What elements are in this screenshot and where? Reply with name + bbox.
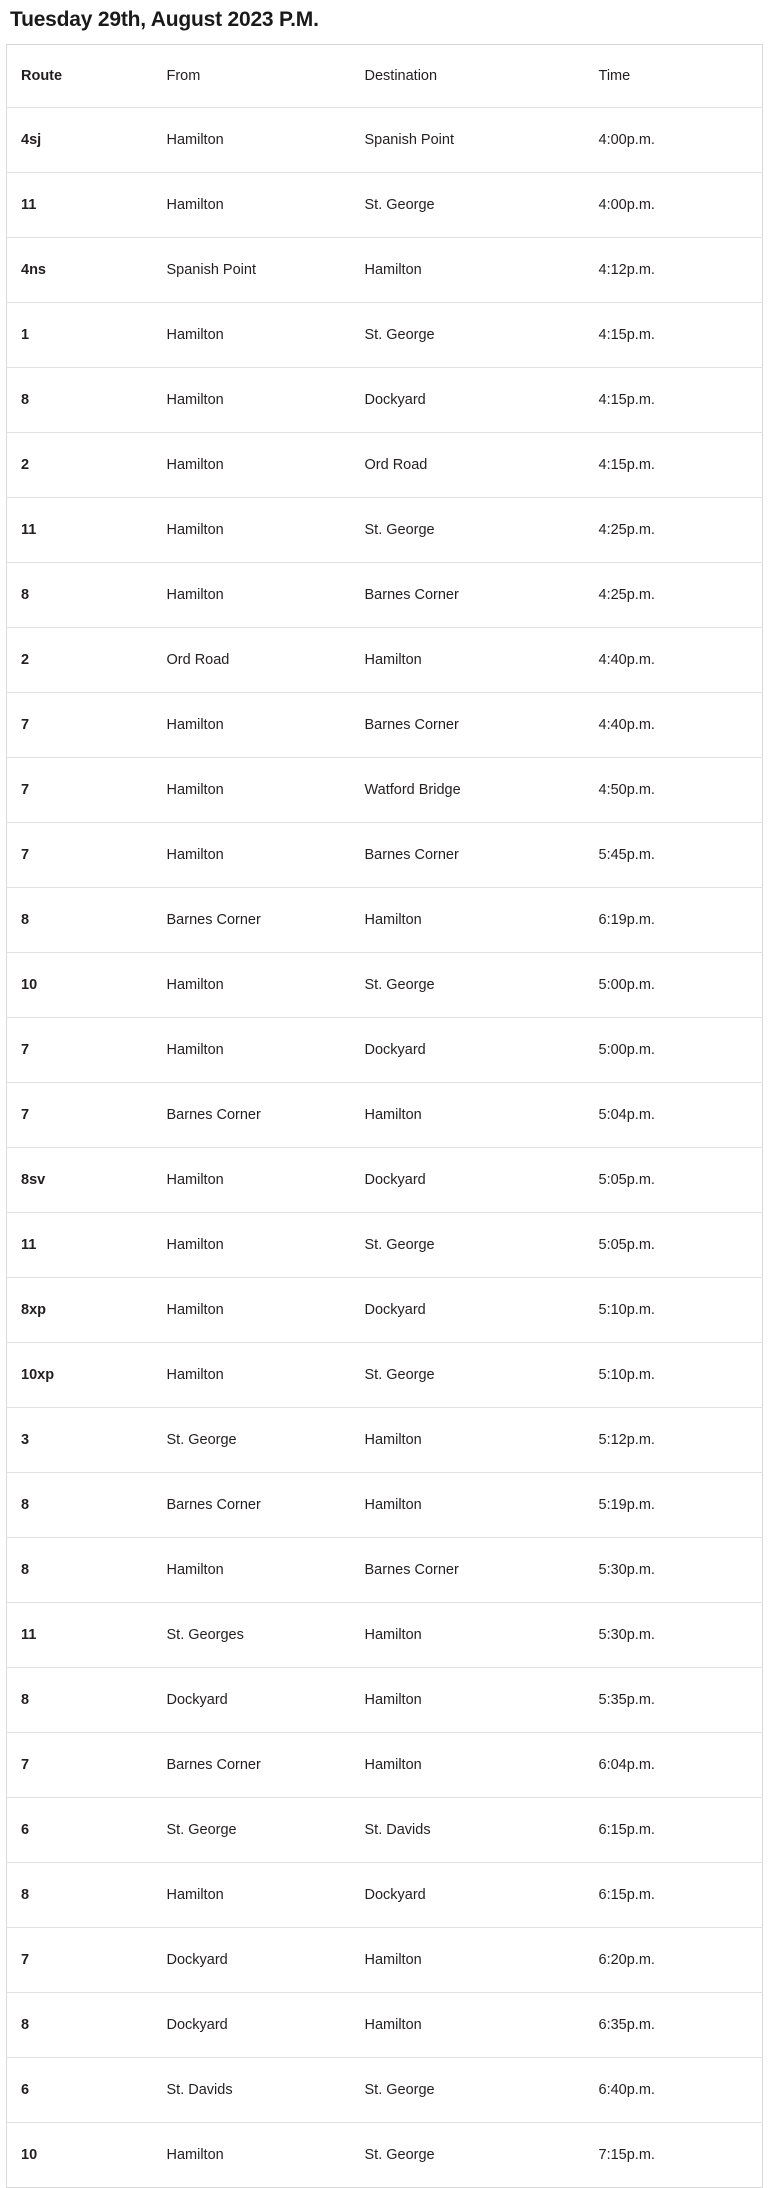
cell-route: 11 xyxy=(7,1213,153,1278)
cell-destination: St. George xyxy=(351,173,585,238)
cell-route: 4ns xyxy=(7,238,153,303)
column-header-route: Route xyxy=(7,45,153,108)
cell-destination: Watford Bridge xyxy=(351,758,585,823)
cell-from: Hamilton xyxy=(153,1278,351,1343)
cell-from: Spanish Point xyxy=(153,238,351,303)
cell-time: 6:35p.m. xyxy=(585,1993,763,2058)
cell-route: 11 xyxy=(7,498,153,563)
cell-time: 5:10p.m. xyxy=(585,1343,763,1408)
table-row xyxy=(7,173,763,238)
cell-from: Hamilton xyxy=(153,563,351,628)
table-row xyxy=(7,563,763,628)
cell-time: 5:00p.m. xyxy=(585,953,763,1018)
table-row xyxy=(7,433,763,498)
cell-destination: St. George xyxy=(351,1213,585,1278)
cell-route: 8 xyxy=(7,563,153,628)
table-row xyxy=(7,1278,763,1343)
cell-from: Hamilton xyxy=(153,1213,351,1278)
cell-route: 8 xyxy=(7,1993,153,2058)
cell-destination: St. George xyxy=(351,498,585,563)
column-header-destination: Destination xyxy=(351,45,585,108)
cell-time: 4:40p.m. xyxy=(585,628,763,693)
cell-time: 7:15p.m. xyxy=(598,2147,655,2163)
cell-destination: St. George xyxy=(351,303,585,368)
cell-destination: St. George xyxy=(364,2147,435,2163)
column-header-from: From xyxy=(153,45,351,108)
cell-from: Dockyard xyxy=(153,1668,351,1733)
cell-time: 5:05p.m. xyxy=(585,1213,763,1278)
cell-from: Barnes Corner xyxy=(153,1083,351,1148)
cell-time: 4:40p.m. xyxy=(585,693,763,758)
cell-route: 8 xyxy=(7,1538,153,1603)
cell-time: 4:15p.m. xyxy=(585,303,763,368)
table-row xyxy=(7,108,763,173)
cell-time: 4:50p.m. xyxy=(585,758,763,823)
table-row xyxy=(7,1668,763,1733)
cell-destination: Hamilton xyxy=(351,1603,585,1668)
cell-route: 7 xyxy=(7,1928,153,1993)
table-row xyxy=(7,1408,763,1473)
cell-from: Hamilton xyxy=(153,498,351,563)
cell-destination: Barnes Corner xyxy=(351,1538,585,1603)
cell-route: 7 xyxy=(7,758,153,823)
cell-destination: Hamilton xyxy=(351,628,585,693)
cell-time: 5:19p.m. xyxy=(585,1473,763,1538)
cell-from: Hamilton xyxy=(153,693,351,758)
cell-destination: Dockyard xyxy=(351,1278,585,1343)
cell-route: 8 xyxy=(7,1863,153,1928)
cell-time: 6:40p.m. xyxy=(585,2058,763,2123)
cell-from: Dockyard xyxy=(153,1928,351,1993)
cell-time: 5:45p.m. xyxy=(585,823,763,888)
cell-from: Ord Road xyxy=(153,628,351,693)
cell-destination: Dockyard xyxy=(351,1863,585,1928)
cell-from: Barnes Corner xyxy=(153,1473,351,1538)
cell-from: Dockyard xyxy=(153,1993,351,2058)
cell-destination: Hamilton xyxy=(351,1668,585,1733)
cell-from: St. George xyxy=(153,1798,351,1863)
cell-destination: Hamilton xyxy=(351,1083,585,1148)
cell-time: 4:25p.m. xyxy=(585,563,763,628)
cell-route: 10xp xyxy=(7,1343,153,1408)
cell-time: 4:25p.m. xyxy=(585,498,763,563)
cell-time: 5:30p.m. xyxy=(585,1603,763,1668)
cell-route: 7 xyxy=(7,1733,153,1798)
cell-route: 10 xyxy=(7,953,153,1018)
table-row xyxy=(7,368,763,433)
cell-from: St. George xyxy=(153,1408,351,1473)
cell-time: 4:00p.m. xyxy=(585,108,763,173)
cell-time: 4:00p.m. xyxy=(585,173,763,238)
table-row xyxy=(7,1928,763,1993)
table-row xyxy=(7,823,763,888)
cell-from: Hamilton xyxy=(153,108,351,173)
table-row xyxy=(7,888,763,953)
cell-route: 4sj xyxy=(7,108,153,173)
cell-route: 6 xyxy=(7,2058,153,2123)
cell-from: Hamilton xyxy=(153,1863,351,1928)
cell-route: 6 xyxy=(7,1798,153,1863)
cell-destination: Dockyard xyxy=(351,1018,585,1083)
cell-time: 4:12p.m. xyxy=(585,238,763,303)
cell-route: 11 xyxy=(7,173,153,238)
cell-time: 6:19p.m. xyxy=(585,888,763,953)
table-row xyxy=(7,1343,763,1408)
cell-from: St. Davids xyxy=(153,2058,351,2123)
cell-destination: St. George xyxy=(351,1343,585,1408)
cell-destination: St. George xyxy=(351,953,585,1018)
cell-destination: Hamilton xyxy=(351,1928,585,1993)
cell-time: 4:15p.m. xyxy=(585,433,763,498)
table-row xyxy=(7,1148,763,1213)
table-row xyxy=(7,2058,763,2123)
cell-route: 3 xyxy=(7,1408,153,1473)
cell-destination: Hamilton xyxy=(351,1733,585,1798)
cell-from: Barnes Corner xyxy=(153,888,351,953)
cell-time: 5:05p.m. xyxy=(585,1148,763,1213)
table-body xyxy=(7,108,763,2188)
cell-destination: Ord Road xyxy=(351,433,585,498)
cell-destination: Dockyard xyxy=(351,1148,585,1213)
cell-route: 2 xyxy=(7,628,153,693)
cell-from: Hamilton xyxy=(153,433,351,498)
cell-from: Hamilton xyxy=(153,173,351,238)
page-title: Tuesday 29th, August 2023 P.M. xyxy=(10,8,319,31)
cell-route: 7 xyxy=(7,693,153,758)
table-row xyxy=(7,758,763,823)
cell-route: 7 xyxy=(7,1018,153,1083)
table-row xyxy=(7,498,763,563)
cell-route: 8 xyxy=(7,888,153,953)
cell-from: St. Georges xyxy=(153,1603,351,1668)
table-row xyxy=(7,693,763,758)
table-row xyxy=(7,1018,763,1083)
cell-route: 10 xyxy=(21,2147,38,2163)
table-row xyxy=(7,1993,763,2058)
cell-destination: Barnes Corner xyxy=(351,693,585,758)
cell-route: 11 xyxy=(7,1603,153,1668)
cell-time: 5:12p.m. xyxy=(585,1408,763,1473)
cell-time: 6:20p.m. xyxy=(585,1928,763,1993)
cell-destination: Dockyard xyxy=(351,368,585,433)
cell-route: 8 xyxy=(7,1668,153,1733)
cell-from: Hamilton xyxy=(153,1538,351,1603)
cell-from: Hamilton xyxy=(153,1148,351,1213)
cell-destination: Hamilton xyxy=(351,1408,585,1473)
cell-time: 4:15p.m. xyxy=(585,368,763,433)
cell-time: 5:35p.m. xyxy=(585,1668,763,1733)
cell-destination: Hamilton xyxy=(351,238,585,303)
cell-time: 6:15p.m. xyxy=(585,1798,763,1863)
cell-destination: St. Davids xyxy=(351,1798,585,1863)
cell-from: Hamilton xyxy=(153,953,351,1018)
cell-from: Hamilton xyxy=(153,823,351,888)
cell-route: 8 xyxy=(7,1473,153,1538)
table-row xyxy=(7,1798,763,1863)
cell-destination: Hamilton xyxy=(351,888,585,953)
table-row xyxy=(7,1213,763,1278)
cell-from: Hamilton xyxy=(153,1018,351,1083)
cell-destination: Barnes Corner xyxy=(351,823,585,888)
cell-time: 5:30p.m. xyxy=(585,1538,763,1603)
table-row xyxy=(7,1083,763,1148)
cell-time: 6:15p.m. xyxy=(585,1863,763,1928)
cell-from: Hamilton xyxy=(153,1343,351,1408)
cell-route: 7 xyxy=(7,823,153,888)
table-row xyxy=(7,953,763,1018)
cell-from: Barnes Corner xyxy=(153,1733,351,1798)
cell-from: Hamilton xyxy=(153,303,351,368)
cell-destination: Hamilton xyxy=(351,1993,585,2058)
cell-destination: Barnes Corner xyxy=(351,563,585,628)
table-row xyxy=(7,238,763,303)
cell-destination: Hamilton xyxy=(351,1473,585,1538)
cell-from: Hamilton xyxy=(153,758,351,823)
cell-route: 2 xyxy=(7,433,153,498)
cell-route: 1 xyxy=(7,303,153,368)
table-row xyxy=(7,1538,763,1603)
cell-destination: St. George xyxy=(351,2058,585,2123)
table-row xyxy=(7,1733,763,1798)
cell-time: 5:10p.m. xyxy=(585,1278,763,1343)
cell-route: 8xp xyxy=(7,1278,153,1343)
table-row xyxy=(7,2123,763,2188)
table-header xyxy=(7,45,763,108)
cell-time: 5:00p.m. xyxy=(585,1018,763,1083)
table-row xyxy=(7,628,763,693)
column-header-time: Time xyxy=(585,45,763,108)
cell-time: 6:04p.m. xyxy=(585,1733,763,1798)
cell-time: 5:04p.m. xyxy=(585,1083,763,1148)
cell-from: Hamilton xyxy=(166,2147,224,2163)
cell-route: 8sv xyxy=(7,1148,153,1213)
table-row xyxy=(7,1473,763,1538)
table-row xyxy=(7,1863,763,1928)
cell-route: 7 xyxy=(7,1083,153,1148)
bus-schedule-table xyxy=(6,44,763,2188)
cell-destination: Spanish Point xyxy=(351,108,585,173)
cell-from: Hamilton xyxy=(153,368,351,433)
cell-route: 8 xyxy=(7,368,153,433)
table-row xyxy=(7,1603,763,1668)
table-row xyxy=(7,303,763,368)
table-header-row xyxy=(7,45,763,108)
